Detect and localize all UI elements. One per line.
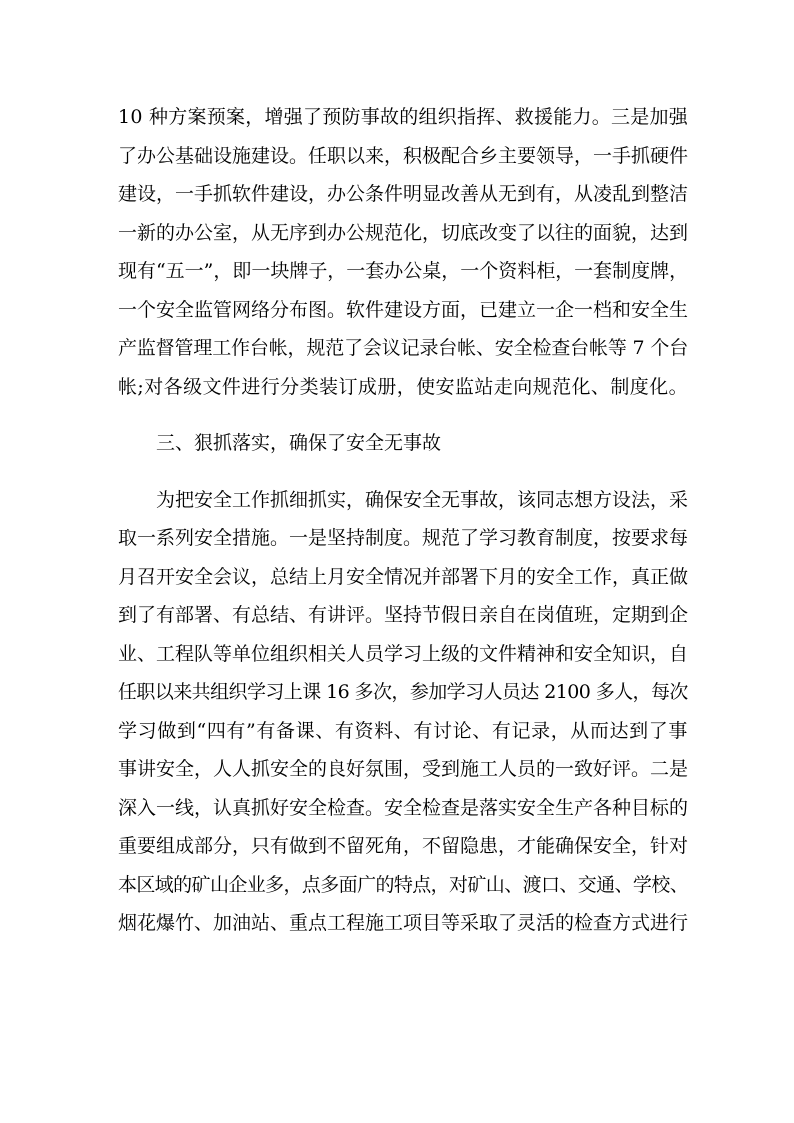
text-line: 一个安全监管网络分布图。软件建设方面，已建立一企一档和安全生 — [118, 298, 689, 321]
text-line: 任职以来共组织学习上课 16 多次，参加学习人员达 2100 多人，每次 — [118, 681, 688, 703]
text-line: 到了有部署、有总结、有讲评。坚持节假日亲自在岗值班，定期到企 — [118, 604, 689, 626]
text-line: 月召开安全会议，总结上月安全情况并部署下月的安全工作，真正做 — [118, 565, 689, 588]
text-line: 三、狠抓落实，确保了安全无事故 — [156, 432, 442, 454]
paragraph-spacer — [118, 463, 688, 481]
paragraph-spacer — [118, 406, 688, 424]
text-line: 取一系列安全措施。一是坚持制度。规范了学习教育制度，按要求每 — [118, 527, 689, 549]
text-line: 本区域的矿山企业多，点多面广的特点，对矿山、渡口、交通、学校、 — [118, 873, 689, 896]
text-line: 帐;对各级文件进行分类装订成册，使安监站走向规范化、制度化。 — [118, 375, 689, 398]
document-body — [118, 98, 688, 943]
text-line: 学习做到“四有”有备课、有资料、有讨论、有记录，从而达到了事 — [118, 719, 689, 742]
text-line: 事讲安全，人人抓安全的良好氛围，受到施工人员的一致好评。二是 — [118, 758, 689, 780]
text-line: 了办公基础设施建设。任职以来，积极配合乡主要领导，一手抓硬件 — [118, 144, 689, 167]
text-line: 重要组成部分，只有做到不留死角，不留隐患，才能确保安全，针对 — [118, 835, 689, 857]
text-line: 10 种方案预案，增强了预防事故的组织指挥、救援能力。三是加强 — [118, 106, 688, 128]
text-line: 产监督管理工作台帐，规范了会议记录台帐、安全检查台帐等 7 个台 — [118, 337, 689, 359]
text-line: 为把安全工作抓细抓实，确保安全无事故，该同志想方设法，采 — [156, 488, 689, 511]
text-line: 业、工程队等单位组织相关人员学习上级的文件精神和安全知识，自 — [118, 642, 689, 665]
text-line: 深入一线，认真抓好安全检查。安全检查是落实安全生产各种目标的 — [118, 796, 689, 819]
text-line: 烟花爆竹、加油站、重点工程施工项目等采取了灵活的检查方式进行 — [118, 912, 689, 934]
text-line: 建设，一手抓软件建设，办公条件明显改善从无到有，从凌乱到整洁 — [118, 183, 689, 205]
text-line: 一新的办公室，从无序到办公规范化，切底改变了以往的面貌，达到 — [118, 221, 689, 244]
text-line: 现有“五一”，即一块牌子，一套办公桌，一个资料柜，一套制度牌， — [118, 260, 689, 282]
